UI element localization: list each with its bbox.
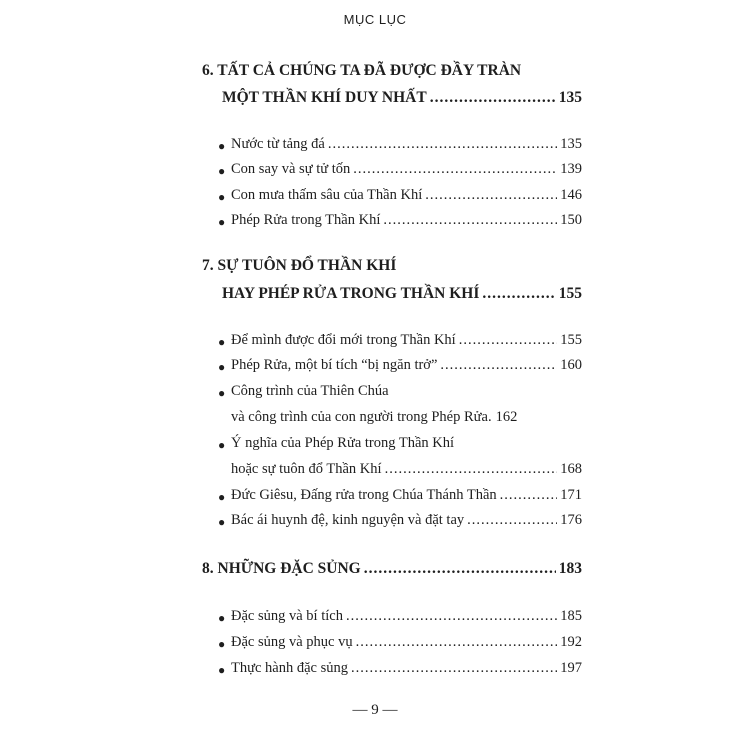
entry-title: Đặc sủng và phục vụ [231,634,353,650]
page-number: 197 [560,660,582,676]
entry-title-continued: hoặc sự tuôn đổ Thần Khí [231,461,382,477]
dot-leader [459,332,558,349]
chapter-heading [202,560,361,578]
toc-entry[interactable] [231,332,582,349]
chapter-title-line1: SỰ TUÔN ĐỔ THẦN KHÍ [217,257,397,274]
dot-leader [351,660,557,677]
entry-title: Công trình của Thiên Chúa [231,383,389,399]
toc-entry[interactable] [231,461,582,478]
dot-leader [383,212,557,229]
toc-entry[interactable] [231,187,582,204]
toc-entry[interactable] [231,409,582,426]
chapter-title-line1: TẤT CẢ CHÚNG TA ĐÃ ĐƯỢC ĐẦY TRÀN [217,62,522,79]
page-footer: — 9 — [352,702,398,718]
chapter-title-line2: MỘT THẦN KHÍ DUY NHẤT [222,89,427,106]
entry-title: Thực hành đặc sủng [231,660,348,676]
bullet-icon: ● [218,335,226,349]
toc-chapter-line[interactable] [202,560,582,578]
page-number: 168 [560,461,582,477]
bullet-icon: ● [218,215,226,229]
page-number: 155 [558,285,582,302]
bullet-icon: ● [218,637,226,651]
bullet-icon: ● [218,663,226,677]
bullet-icon: ● [218,164,226,178]
bullet-icon: ● [218,139,226,153]
chapter-number: 8. [202,560,214,577]
bullet-icon: ● [218,490,226,504]
toc-entry[interactable] [231,608,582,625]
chapter-title-line1: NHỮNG ĐẶC SỦNG [217,560,361,577]
chapter-heading [202,62,521,80]
toc-chapter-line[interactable] [222,89,582,107]
toc-entry[interactable] [231,357,582,374]
dot-leader [353,161,557,178]
entry-title: Đức Giêsu, Đấng rửa trong Chúa Thánh Thần [231,487,497,503]
bullet-icon: ● [218,360,226,374]
page-number: 183 [558,560,582,577]
entry-title: Nước từ tảng đá [231,136,325,152]
page-number: 135 [558,89,582,106]
dot-leader [500,487,558,504]
page-number: 171 [560,487,582,503]
page-number: 150 [560,212,582,228]
entry-title: Để mình được đổi mới trong Thần Khí [231,332,456,348]
entry-title: Bác ái huynh đệ, kinh nguyện và đặt tay [231,512,465,528]
page-number: 155 [560,332,582,348]
chapter-heading [202,257,396,275]
bullet-icon: ● [218,438,226,452]
toc-entry[interactable] [231,634,582,651]
page-number: 162 [495,409,518,425]
bullet-icon: ● [218,515,226,529]
toc-entry[interactable] [231,660,582,677]
entry-title: Con mưa thấm sâu của Thần Khí [231,187,423,203]
page-number: 160 [560,357,582,373]
page-number: 185 [560,608,582,624]
page-number: 139 [560,161,582,177]
entry-title: Ý nghĩa của Phép Rửa trong Thần Khí [231,435,455,451]
toc-entry[interactable] [231,512,582,529]
dot-leader [440,357,557,374]
page-number: 176 [560,512,582,528]
page-number: 146 [560,187,582,203]
entry-title: Con say và sự tử tốn [231,161,351,177]
chapter-title-line2: HAY PHÉP RỬA TRONG THẦN KHÍ [222,285,480,302]
toc-entry[interactable] [231,487,582,504]
chapter-number: 7. [202,257,214,274]
dot-leader [467,512,557,529]
bullet-icon: ● [218,611,226,625]
bullet-icon: ● [218,190,226,204]
page-number: 192 [560,634,582,650]
dot-leader [430,89,556,107]
page-number: 135 [560,136,582,152]
entry-title: Phép Rửa, một bí tích “bị ngăn trở” [231,357,438,373]
chapter-number: 6. [202,62,214,79]
entry-title: Phép Rửa trong Thần Khí [231,212,381,228]
dot-leader [356,634,558,651]
toc-chapter-line[interactable] [222,285,582,303]
dot-leader [328,136,557,153]
entry-title: Đặc sủng và bí tích [231,608,343,624]
toc-entry[interactable] [231,212,582,229]
dot-leader [425,187,557,204]
bullet-icon: ● [218,386,226,400]
entry-title-continued: và công trình của con người trong Phép Rửa. [231,409,492,425]
dot-leader [385,461,558,478]
dot-leader [482,285,555,303]
dot-leader [364,560,556,578]
dot-leader [346,608,557,625]
page-header: MỤC LỤC [343,12,407,27]
toc-entry[interactable] [231,136,582,153]
toc-entry[interactable] [231,161,582,178]
